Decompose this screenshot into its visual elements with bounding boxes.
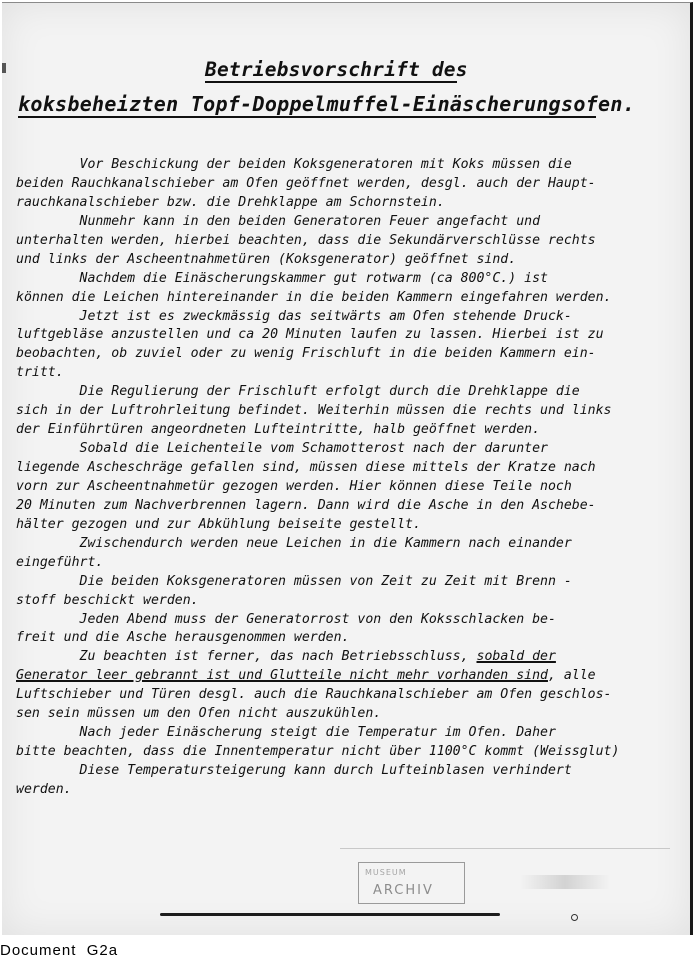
body-line: Die beiden Koksgeneratoren müssen von Zeit zu Zeit mit Brenn -	[16, 573, 572, 589]
document-label: Document G2a	[0, 942, 119, 959]
body-line: 20 Minuten zum Nachverbrennen lagern. Dann wird die Asche in den Aschebe-	[16, 497, 596, 513]
body-line: Vor Beschickung der beiden Koksgeneratoren mit Koks müssen die	[16, 157, 572, 172]
title-line-2: koksbeheizten Topf-Doppelmuffel-Einäscherungsofen.	[18, 92, 636, 116]
title-line-1: Betriebsvorschrift des	[205, 58, 468, 81]
body-line: vorn zur Ascheentnahmetür gezogen werden. Hier können diese Teile noch	[16, 478, 572, 494]
body-line: hälter gezogen und zur Abkühlung beiseite gestellt.	[16, 516, 421, 532]
body-line: und links der Ascheentnahmetüren (Koksgenerator) geöffnet sind.	[16, 251, 517, 267]
body-line: Sobald die Leichenteile vom Schamotterost nach der darunter	[16, 441, 548, 457]
body-line: stoff beschickt werden.	[16, 592, 199, 608]
title-underline-2	[18, 116, 596, 118]
body-line: beiden Rauchkanalschieber am Ofen geöffnet werden, desgl. auch der Haupt-	[16, 175, 596, 191]
stamp-top-text: MUSEUM	[365, 868, 407, 877]
edge-mark	[2, 63, 6, 73]
small-circle-mark	[571, 914, 578, 921]
bottom-rule	[160, 913, 500, 916]
body-line: sich in der Luftrohrleitung befindet. Weiterhin müssen die rechts und links	[16, 403, 612, 419]
body-line: eingeführt.	[16, 554, 104, 570]
body-line: Die Regulierung der Frischluft erfolgt durch die Drehklappe die	[16, 384, 580, 400]
body-line: der Einführtüren angeordneten Lufteintritte, halb geöffnet werden.	[16, 422, 541, 438]
body-line: liegende Ascheschräge gefallen sind, müssen diese mittels der Kratze nach	[16, 460, 596, 475]
body-line: sen sein müssen um den Ofen nicht auszukühlen.	[16, 706, 382, 722]
underlined-phrase: Generator leer gebrannt ist und Glutteile nicht mehr vorhanden sind	[16, 668, 548, 684]
body-line: Zu beachten ist ferner, das nach Betriebsschluss, sobald der	[16, 649, 556, 665]
faint-rule	[340, 848, 670, 849]
body-line: luftgebläse anzustellen und ca 20 Minuten laufen zu lassen. Hierbei ist zu	[16, 327, 604, 343]
body-line: bitte beachten, dass die Innentemperatur nicht über 1100°C kommt (Weissglut)	[16, 744, 620, 760]
body-line: tritt.	[16, 365, 64, 381]
body-line: Nunmehr kann in den beiden Generatoren Feuer angefacht und	[16, 213, 541, 229]
body-line: unterhalten werden, hierbei beachten, dass die Sekundärverschlüsse rechts	[16, 232, 596, 248]
body-line: Nachdem die Einäscherungskammer gut rotwarm (ca 800°C.) ist	[16, 270, 548, 286]
body-line: können die Leichen hintereinander in die beiden Kammern eingefahren werden.	[16, 289, 612, 305]
archive-stamp	[358, 862, 465, 904]
title-underline-1	[205, 81, 457, 83]
faint-stamp-mark	[520, 875, 610, 889]
body-line: Jetzt ist es zweckmässig das seitwärts am Ofen stehende Druck-	[16, 308, 572, 324]
body-line: beobachten, ob zuviel oder zu wenig Frischluft in die beiden Kammern ein-	[16, 346, 596, 362]
body-line: Zwischendurch werden neue Leichen in die Kammern nach einander	[16, 535, 572, 551]
body-line: Diese Temperatursteigerung kann durch Lufteinblasen verhindert	[16, 763, 572, 778]
body-line: rauchkanalschieber bzw. die Drehklappe am Schornstein.	[16, 194, 445, 210]
underlined-phrase: sobald der	[476, 649, 556, 665]
body-line: Luftschieber und Türen desgl. auch die Rauchkanalschieber am Ofen geschlos-	[16, 687, 612, 703]
body-line: Jeden Abend muss der Generatorrost von den Koksschlacken be-	[16, 611, 556, 627]
stamp-word: ARCHIV	[373, 883, 434, 898]
body-line: Generator leer gebrannt ist und Glutteile nicht mehr vorhanden sind, alle	[16, 668, 596, 684]
body-text	[16, 156, 676, 800]
body-line: freit und die Asche herausgenommen werden.	[16, 630, 350, 646]
body-line: Nach jeder Einäscherung steigt die Temperatur im Ofen. Daher	[16, 725, 556, 741]
body-line: werden.	[16, 781, 72, 797]
